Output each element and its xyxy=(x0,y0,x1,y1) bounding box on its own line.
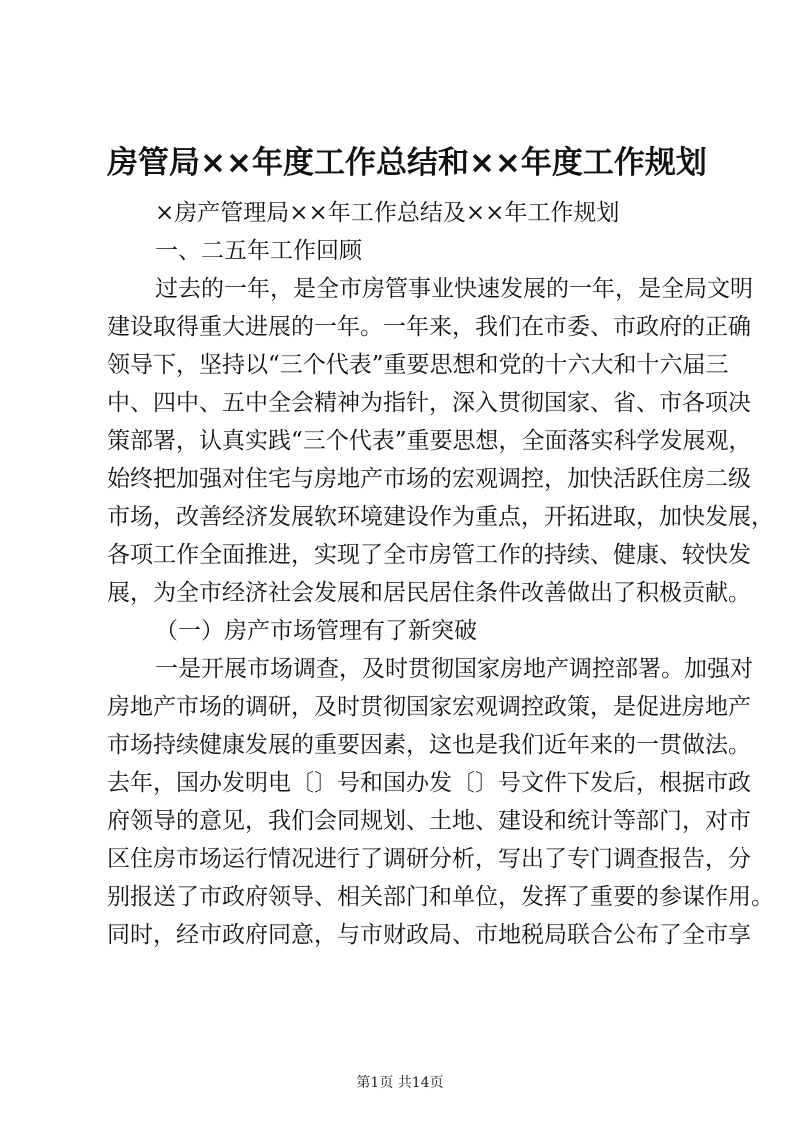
text-line: ×房产管理局××年工作总结及××年工作规划 xyxy=(155,200,620,226)
paragraph xyxy=(107,232,713,270)
text-line: 府领导的意见，我们会同规划、土地、建设和统计等部门，对市 xyxy=(107,808,751,834)
text-line: 同时，经市政府同意，与市财政局、市地税局联合公布了全市享 xyxy=(107,922,751,948)
text-line: 建设取得重大进展的一年。一年来，我们在市委、市政府的正确 xyxy=(107,314,751,340)
text-line: 一是开展市场调查，及时贯彻国家房地产调控部署。加强对 xyxy=(155,656,753,682)
text-line: 一、二五年工作回顾 xyxy=(155,238,362,264)
text-line: 别报送了市政府领导、相关部门和单位，发挥了重要的参谋作用。 xyxy=(107,884,774,910)
paragraph xyxy=(107,650,774,954)
document-body xyxy=(107,194,774,954)
text-line: 领导下，坚持以“三个代表”重要思想和党的十六大和十六届三 xyxy=(107,352,729,378)
text-line: 去年，国办发明电〔〕号和国办发〔〕号文件下发后，根据市政 xyxy=(107,770,751,796)
text-line: 区住房市场运行情况进行了调研分析，写出了专门调查报告，分 xyxy=(107,846,751,872)
text-line: 过去的一年，是全市房管事业快速发展的一年，是全局文明 xyxy=(155,276,753,302)
text-line: 房地产市场的调研，及时贯彻国家宏观调控政策，是促进房地产 xyxy=(107,694,751,720)
paragraph xyxy=(107,194,713,232)
text-line: （一）房产市场管理有了新突破 xyxy=(155,618,477,644)
document-title: 房管局××年度工作总结和××年度工作规划 xyxy=(107,145,707,181)
paragraph xyxy=(107,612,713,650)
text-line: 各项工作全面推进，实现了全市房管工作的持续、健康、较快发 xyxy=(107,542,751,568)
paragraph xyxy=(107,270,774,612)
text-line: 市场，改善经济发展软环境建设作为重点，开拓进取，加快发展， xyxy=(107,504,774,530)
page-footer: 第1页 共14页 xyxy=(356,1075,444,1091)
text-line: 展，为全市经济社会发展和居民居住条件改善做出了积极贡献。 xyxy=(107,580,751,606)
text-line: 中、四中、五中全会精神为指针，深入贯彻国家、省、市各项决 xyxy=(107,390,751,416)
text-line: 始终把加强对住宅与房地产市场的宏观调控，加快活跃住房二级 xyxy=(107,466,751,492)
text-line: 市场持续健康发展的重要因素，这也是我们近年来的一贯做法。 xyxy=(107,732,751,758)
text-line: 策部署，认真实践“三个代表”重要思想，全面落实科学发展观， xyxy=(107,428,752,454)
